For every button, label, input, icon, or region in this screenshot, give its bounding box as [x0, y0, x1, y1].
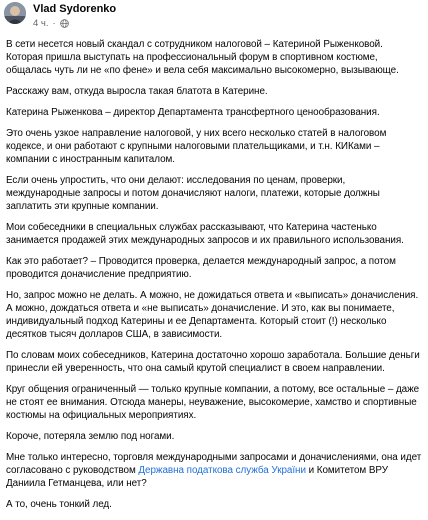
avatar-photo: [4, 2, 26, 24]
avatar[interactable]: [4, 2, 26, 24]
post-paragraph: Если очень упростить, что они делают: исследования по ценам, проверки, международные запросы и потом доначисляют налоги, платежи, которые должны заплатить эти крупные компании.: [6, 175, 380, 212]
page-mention-link[interactable]: Державна податкова служба України: [138, 464, 306, 476]
post-paragraph: Как это работает? – Проводится проверка, делается международный запрос, а потом проводится доначисление предприятию.: [6, 255, 396, 280]
post-time[interactable]: 4 ч.: [33, 18, 49, 29]
globe-icon[interactable]: [60, 19, 69, 28]
post-paragraph: А то, очень тонкий лед.: [6, 498, 112, 510]
post-paragraph: В сети несется новый скандал с сотрудником налоговой – Катериной Рыженковой. Которая пришла выступать на профессиональный форум в спортивном костюме, общалась чуть ли не «по фене» и вела себя максимально высокомерно, вызывающе.: [6, 39, 399, 76]
post-paragraph: Круг общения ограниченный — только крупные компании, а потому, все остальные – даже не стоят ее внимания. Отсюда манеры, неуважение, высокомерие, хамство и спортивные костюмы на официальных мероприятиях.: [6, 383, 420, 421]
post-paragraph: Катерина Рыженкова – директор Департамента трансфертного ценообразования.: [6, 107, 380, 118]
paragraph-text: Мне только интересно, торговля международными запросами и доначислениями, она идет согласовано с руководством: [6, 451, 422, 476]
post-paragraph: Короче, потеряла землю под ногами.: [6, 430, 175, 442]
post-meta: [33, 18, 69, 29]
post-paragraph: Расскажу вам, откуда выросла такая блатота в Катерине.: [6, 85, 268, 97]
post-body: [6, 39, 422, 520]
post-paragraph: Мои собеседники в специальных службах рассказывают, что Катерина частенько занимается продажей этих международных запросов и их правильного использования.: [6, 221, 404, 246]
post-paragraph: [6, 452, 422, 491]
post-paragraph: Это очень узкое направление налоговой, у них всего несколько статей в налоговом кодексе, и они работают с крупными налоговыми плательщиками, и т.н. КИКами – компании с иностранным капиталом.: [6, 128, 387, 165]
post-paragraph: Но, запрос можно не делать. А можно, не дожидаться ответа и «выписать» доначисления. А можно, дождаться ответа и «не выписать» доначисление. И это, как вы понимаете, индивидуальный подход Катерины и ее Департамента. Который стоит (!) несколько десятков тысяч долларов США, в зависимости.: [6, 289, 419, 340]
author-name[interactable]: Vlad Sydorenko: [33, 3, 117, 15]
post-paragraph: По словам моих собеседников, Катерина достаточно хорошо заработала. Большие деньги принесли ей уверенность, что она самый крутой специалист в своем направлении.: [6, 349, 420, 374]
paragraph-text: и Комитетом ВРУ Даниила Гетманцева, или нет?: [6, 464, 388, 489]
post-header: [0, 0, 428, 36]
dot-separator: ·: [52, 18, 56, 29]
